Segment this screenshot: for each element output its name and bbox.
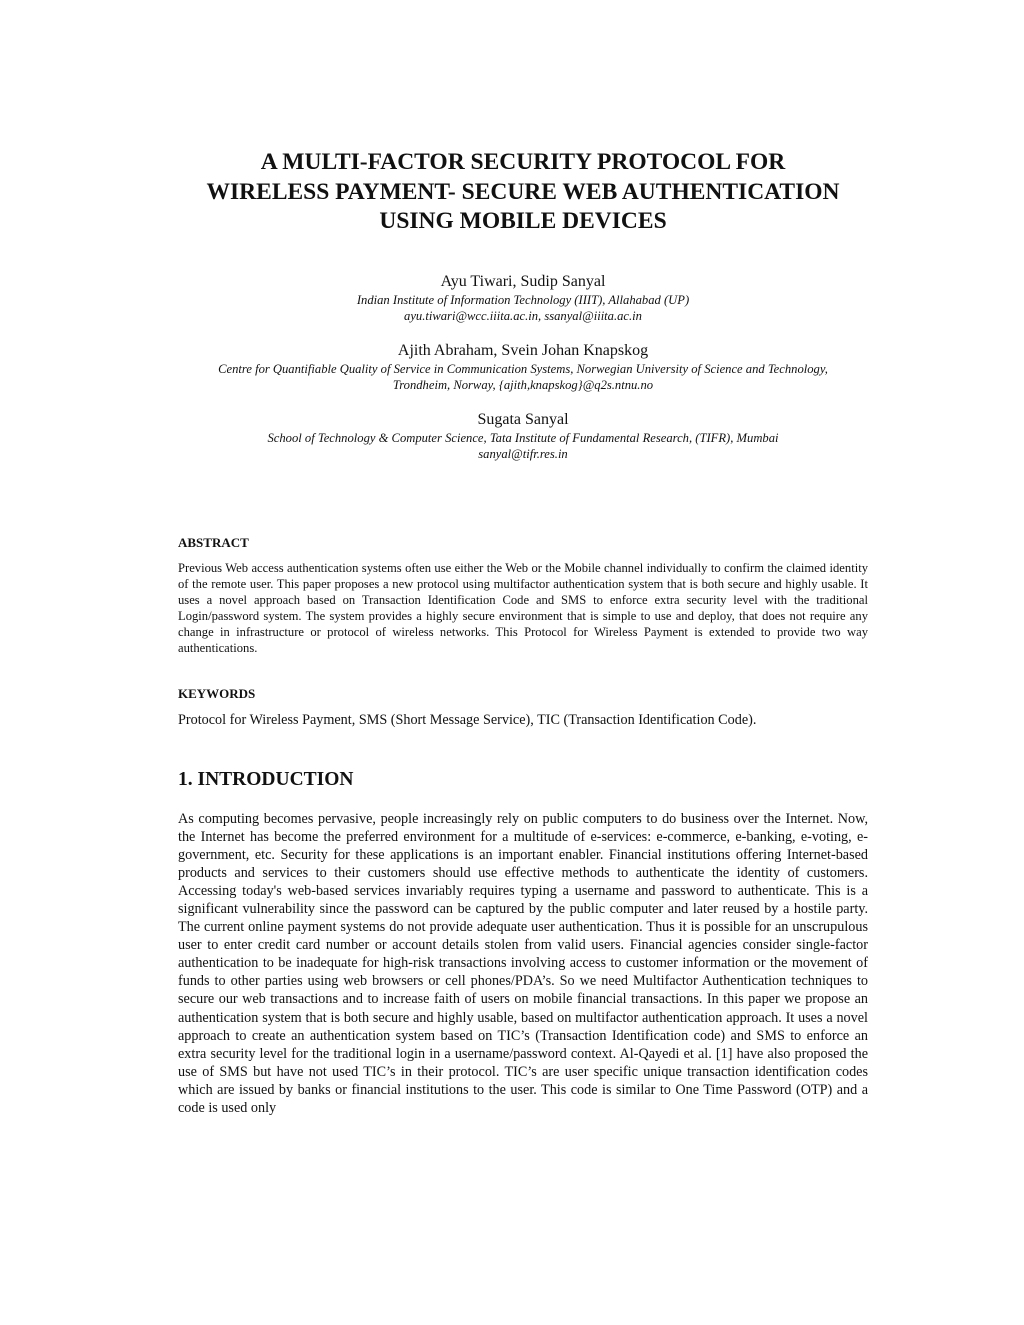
author-email: Trondheim, Norway, {ajith,knapskog}@q2s.ntnu.no	[392, 378, 654, 392]
author-group-1	[178, 272, 868, 324]
title-line-1: A MULTI-FACTOR SECURITY PROTOCOL FOR	[260, 149, 786, 175]
author-names: Ajith Abraham, Svein Johan Knapskog	[397, 342, 649, 359]
introduction-text: As computing becomes pervasive, people increasingly rely on public computers to do business over the Internet. Now, the Internet has become the preferred environment for a multitude of e-services: e-commerce, e-banking, e-voting, e-government, etc. Security for these applications is an important enabler. Financial institutions offering Internet-based products and services to their customers should use effective methods to authenticate the identity of customers. Accessing today's web-based services invariably requires typing a username and password to authenticate. This is a significant vulnerability since the password can be captured by the public computer and later reused by a hostile party. The current online payment systems do not provide adequate user authentication. Thus it is possible for an unscrupulous user to enter credit card number or account details stolen from valid users. Financial agencies consider single-factor authentication to be inadequate for high-risk transactions involving access to customer information or the movement of funds to other parties using web browsers or cell phones/PDA’s. So we need Multifactor Authentication techniques to secure our web transactions and to increase faith of users on mobile financial transactions. In this paper we propose an authentication system that is both secure and highly usable, based on multifactor authentication approach. It uses a novel approach to create an authentication system based on TIC’s (Transaction Identification code) and SMS to enforce an extra security level for the traditional login in a username/password context. Al-Qayedi et al. [1] have also proposed the use of SMS but have not used TIC’s in their protocol. TIC’s are user specific unique transaction identification codes which are issued by banks or financial institutions to the user. This code is similar to One Time Password (OTP) and a code is used only	[178, 811, 868, 1116]
author-group-3	[178, 410, 868, 462]
title-line-3: USING MOBILE DEVICES	[379, 208, 667, 234]
abstract-text: Previous Web access authentication systems often use either the Web or the Mobile channel individually to confirm the claimed identity of the remote user. This paper proposes a new protocol using multifactor authentication system that is both secure and highly usable. It uses a novel approach based on Transaction Identification Code and SMS to enforce extra security level with the traditional Login/password system. The system provides a highly secure environment that is simple to use and deploy, that does not require any change in infrastructure or protocol of wireless networks. This Protocol for Wireless Payment is extended to provide two way authentications.	[178, 561, 868, 656]
paper-title	[178, 148, 868, 237]
author-affiliation: Centre for Quantifiable Quality of Service in Communication Systems, Norwegian University of Science and Technology,	[218, 362, 828, 376]
author-affiliation: Indian Institute of Information Technology (IIIT), Allahabad (UP)	[356, 293, 690, 307]
author-email: sanyal@tifr.res.in	[478, 447, 568, 461]
keywords-heading: KEYWORDS	[178, 686, 256, 701]
keywords-text: Protocol for Wireless Payment, SMS (Short Message Service), TIC (Transaction Identification Code).	[178, 712, 757, 728]
title-line-2: WIRELESS PAYMENT- SECURE WEB AUTHENTICATION	[206, 178, 840, 205]
author-affiliation: School of Technology & Computer Science, Tata Institute of Fundamental Research, (TIFR), Mumbai	[267, 431, 779, 445]
author-names: Sugata Sanyal	[477, 411, 569, 428]
introduction-heading: 1. INTRODUCTION	[178, 769, 354, 790]
author-names: Ayu Tiwari, Sudip Sanyal	[440, 273, 606, 290]
author-email: ayu.tiwari@wcc.iiita.ac.in, ssanyal@iiita.ac.in	[404, 309, 642, 323]
abstract-heading: ABSTRACT	[178, 535, 249, 550]
author-group-2	[178, 341, 868, 393]
